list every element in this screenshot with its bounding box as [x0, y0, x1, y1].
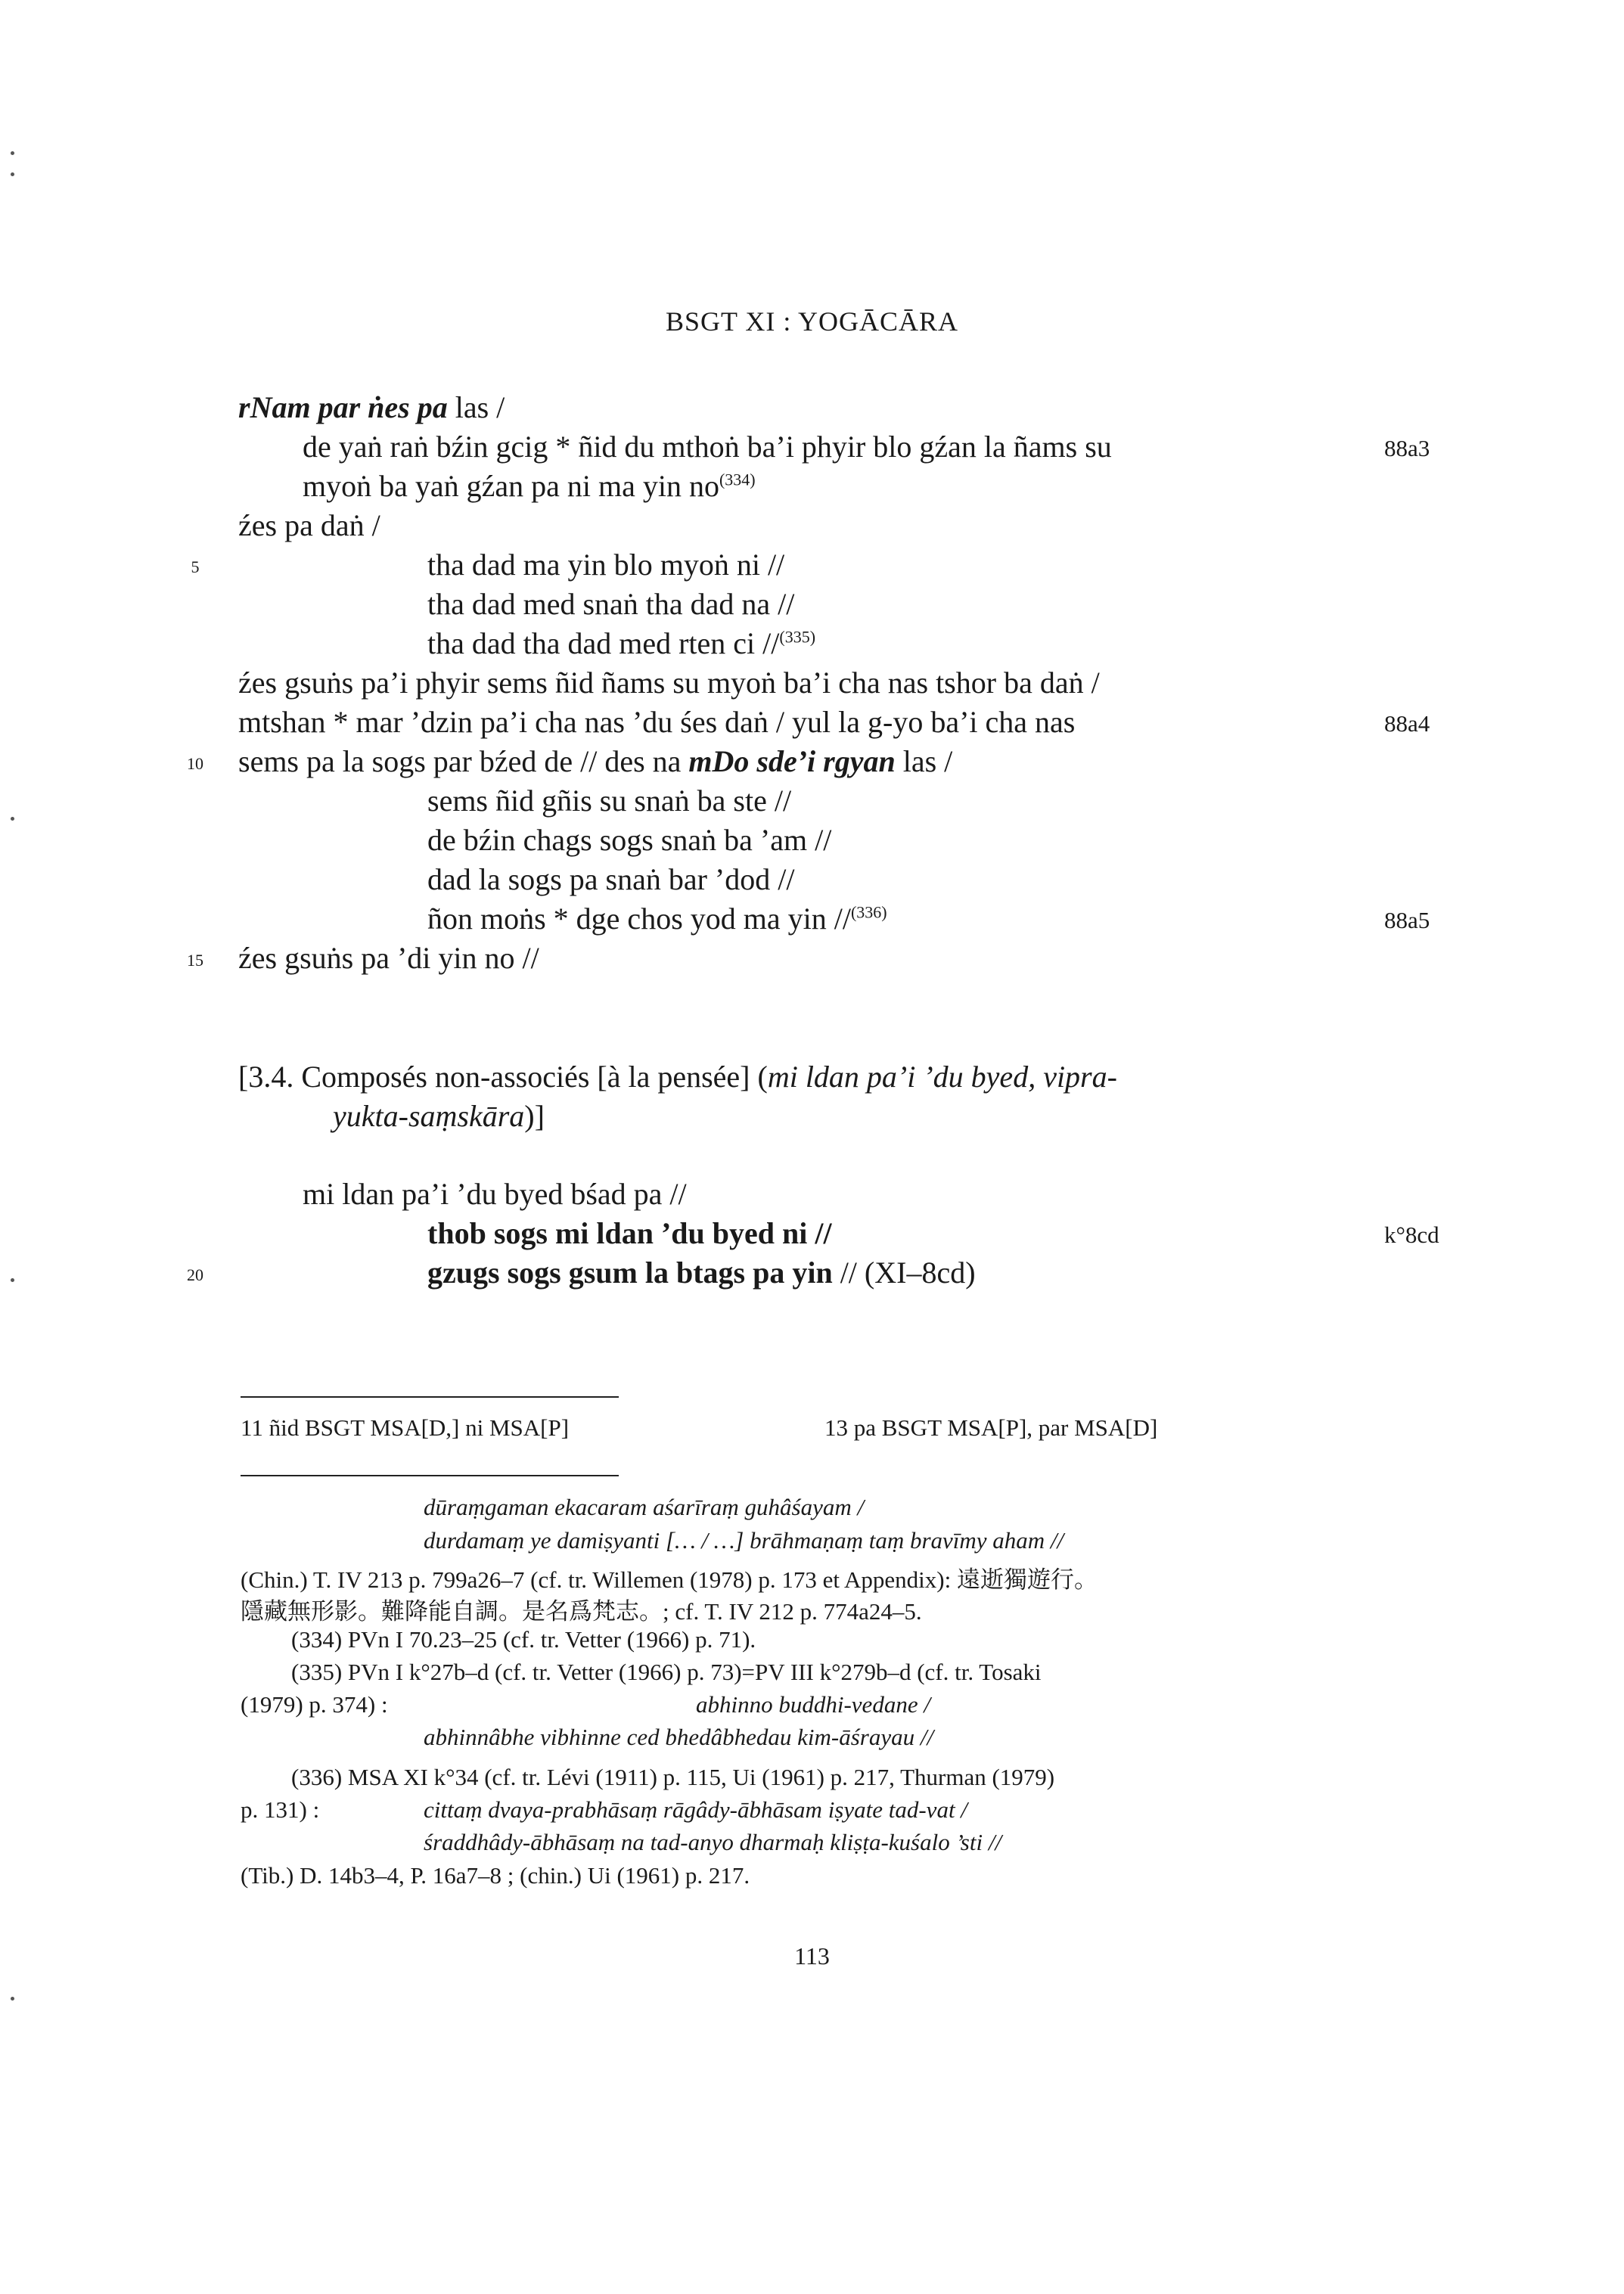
line-text	[427, 586, 794, 622]
text-line	[0, 508, 1624, 550]
footnote-line: cittaṃ dvaya-prabhāsaṃ rāgâdy-ābhāsam iṣyate tad-vat /	[424, 1796, 967, 1823]
footnote-line: (335) PVn I k°27b–d (cf. tr. Vetter (1966) p. 73)=PV III k°279b–d (cf. tr. Tosaki	[291, 1659, 1042, 1685]
text-line	[0, 625, 1624, 668]
text-segment: // (XI–8cd)	[832, 1256, 976, 1290]
line-text	[238, 1059, 1117, 1094]
line-text	[238, 665, 1100, 700]
line-text	[427, 861, 794, 897]
scan-speck	[11, 172, 14, 176]
footnote-line: (336) MSA XI k°34 (cf. tr. Lévi (1911) p. 115, Ui (1961) p. 217, Thurman (1979)	[291, 1764, 1055, 1790]
footnote-line: dūraṃgaman ekacaram aśarīraṃ guhâśayam /	[424, 1494, 865, 1520]
footnote-line: abhinnâbhe vibhinne ced bhedâbhedau kim-āśrayau //	[424, 1724, 934, 1750]
note-reference: (336)	[850, 902, 887, 922]
text-segment: thob sogs mi ldan ’du byed ni //	[427, 1216, 832, 1250]
text-line	[0, 468, 1624, 511]
footnote-line: abhinno buddhi-vedane /	[696, 1691, 930, 1718]
text-segment: sems ñid gñis su snaṅ ba ste //	[427, 784, 792, 818]
footnote-line: (1979) p. 374) :	[241, 1691, 388, 1718]
text-segment: mi ldan pa’i ’du byed bśad pa //	[303, 1177, 687, 1211]
text-segment: de bźin chags sogs snaṅ ba ’am //	[427, 823, 832, 857]
line-text	[303, 1176, 687, 1212]
text-segment: mDo sde’i rgyan	[688, 744, 896, 778]
text-segment: )]	[524, 1099, 545, 1133]
text-line	[0, 390, 1624, 432]
line-number: 15	[187, 951, 203, 970]
footnote-line: (Chin.) T. IV 213 p. 799a26–7 (cf. tr. Willemen (1978) p. 173 et Appendix): 遠逝獨遊行。	[241, 1566, 1098, 1593]
footnote-line: durdamaṃ ye damiṣyanti [… / …] brāhmaṇaṃ taṃ bravīmy aham //	[424, 1527, 1064, 1554]
text-line	[0, 901, 1624, 943]
page-number: 113	[794, 1942, 830, 1970]
line-text	[238, 743, 952, 779]
footnote-line: (Tib.) D. 14b3–4, P. 16a7–8 ; (chin.) Ui (1961) p. 217.	[241, 1862, 750, 1889]
running-header: BSGT XI : YOGĀCĀRA	[665, 306, 959, 337]
text-segment: dad la sogs pa snaṅ bar ’dod //	[427, 862, 795, 896]
note-reference: (334)	[719, 470, 756, 489]
text-segment: las /	[447, 390, 505, 424]
apparatus-note-2: 13 pa BSGT MSA[P], par MSA[D]	[824, 1414, 1158, 1441]
line-text	[427, 625, 815, 661]
text-segment: źes pa daṅ /	[238, 508, 380, 542]
folio-reference: 88a5	[1384, 907, 1430, 933]
text-line	[0, 861, 1624, 904]
line-text	[427, 547, 784, 582]
line-text	[427, 783, 791, 818]
text-line	[0, 783, 1624, 825]
apparatus-note-1: 11 ñid BSGT MSA[D,] ni MSA[P]	[241, 1414, 570, 1441]
text-line	[0, 1098, 1624, 1141]
line-text	[303, 429, 1112, 464]
text-segment: gzugs sogs gsum la btags pa yin	[427, 1256, 833, 1290]
text-line	[0, 743, 1624, 786]
text-segment: tha dad med snaṅ tha dad na //	[427, 587, 795, 621]
text-line	[0, 1255, 1624, 1297]
folio-reference: 88a3	[1384, 435, 1430, 461]
scan-speck	[11, 1997, 14, 2001]
text-segment: źes gsuṅs pa ’di yin no //	[238, 941, 539, 975]
text-segment: las /	[895, 744, 953, 778]
text-line	[0, 1176, 1624, 1218]
text-line	[0, 586, 1624, 629]
text-segment: mtshan * mar ’dzin pa’i cha nas ’du śes daṅ / yul la g-yo ba’i cha nas	[238, 705, 1076, 739]
text-segment: tha dad tha dad med rten ci //	[427, 626, 780, 660]
text-line	[0, 822, 1624, 865]
text-segment: [3.4. Composés non-associés [à la pensée] (	[238, 1060, 768, 1094]
line-text	[427, 901, 887, 936]
line-text	[238, 508, 380, 543]
text-line	[0, 940, 1624, 982]
footnote-line: (334) PVn I 70.23–25 (cf. tr. Vetter (1966) p. 71).	[291, 1626, 756, 1653]
footnote-line: 隱藏無形影。難降能自調。是名爲梵志。; cf. T. IV 212 p. 774a24–5.	[241, 1598, 922, 1625]
line-number: 10	[187, 754, 203, 773]
footnote-line: śraddhâdy-ābhāsaṃ na tad-anyo dharmaḥ kliṣṭa-kuśalo ’sti //	[424, 1829, 1002, 1855]
text-line	[0, 1215, 1624, 1258]
text-segment: sems pa la sogs par bźed de // des na	[238, 744, 689, 778]
text-segment: rNam par ṅes pa	[238, 390, 448, 424]
footnote-line: p. 131) :	[241, 1796, 320, 1823]
line-text	[238, 940, 539, 976]
scan-speck	[11, 1278, 14, 1282]
text-segment: ñon moṅs * dge chos yod ma yin //	[427, 902, 851, 936]
text-line	[0, 704, 1624, 747]
text-segment: mi ldan pa’i ’du byed, vipra-	[767, 1060, 1117, 1094]
folio-reference: 88a4	[1384, 710, 1430, 737]
text-segment: yukta-saṃskāra	[333, 1099, 525, 1133]
note-reference: (335)	[779, 627, 816, 647]
line-number: 5	[191, 557, 200, 576]
text-line	[0, 665, 1624, 707]
footnote-rule	[241, 1475, 619, 1476]
text-line	[0, 429, 1624, 471]
text-line	[0, 547, 1624, 589]
line-text	[238, 390, 505, 425]
line-text	[427, 822, 831, 858]
line-text	[303, 468, 756, 504]
line-text	[333, 1098, 545, 1134]
text-segment: tha dad ma yin blo myoṅ ni //	[427, 548, 785, 582]
scan-speck	[11, 151, 14, 155]
text-segment: myoṅ ba yaṅ gźan pa ni ma yin no	[303, 469, 719, 503]
scan-speck	[11, 817, 14, 821]
line-text	[427, 1215, 832, 1251]
text-segment: de yaṅ raṅ bźin gcig * ñid du mthoṅ ba’i phyir blo gźan la ñams su	[303, 430, 1112, 464]
line-text	[238, 704, 1075, 740]
line-text	[427, 1255, 976, 1290]
folio-reference: k°8cd	[1384, 1222, 1439, 1248]
apparatus-rule	[241, 1396, 619, 1398]
line-number: 20	[187, 1265, 203, 1284]
text-line	[0, 1059, 1624, 1101]
text-segment: źes gsuṅs pa’i phyir sems ñid ñams su myoṅ ba’i cha nas tshor ba daṅ /	[238, 666, 1100, 700]
